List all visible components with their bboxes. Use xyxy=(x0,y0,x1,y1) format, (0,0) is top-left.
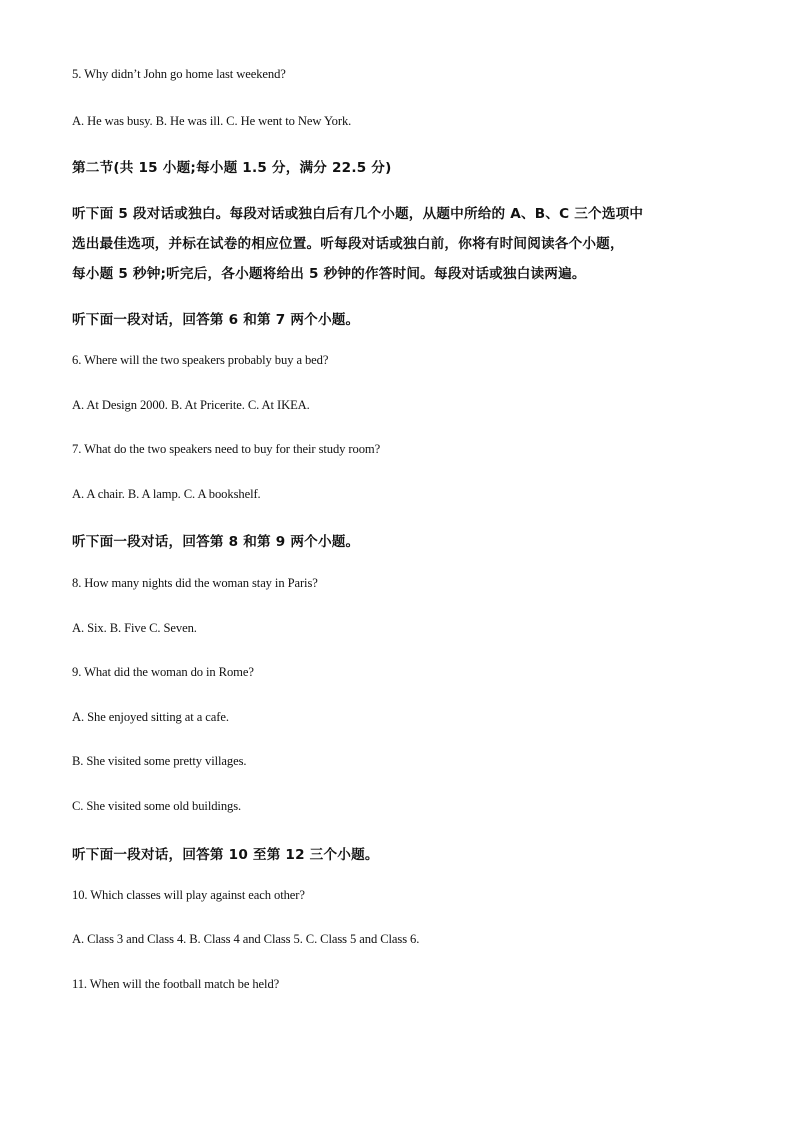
dialogue-2-heading: 听下面一段对话，回答第 8 和第 9 两个小题。 xyxy=(72,534,360,550)
question-11: 11. When will the football match be held? xyxy=(72,977,280,991)
question-6: 6. Where will the two speakers probably buy a bed? xyxy=(72,353,329,367)
question-7-options: A. A chair. B. A lamp. C. A bookshelf. xyxy=(72,487,261,501)
question-9-option-b: B. She visited some pretty villages. xyxy=(72,754,247,768)
question-9: 9. What did the woman do in Rome? xyxy=(72,665,254,679)
section-2-title: 第二节(共 15 小题;每小题 1.5 分，满分 22.5 分) xyxy=(72,160,392,176)
question-10: 10. Which classes will play against each other? xyxy=(72,888,305,902)
question-5: 5. Why didn’t John go home last weekend? xyxy=(72,67,286,81)
dialogue-3-heading: 听下面一段对话，回答第 10 至第 12 三个小题。 xyxy=(72,847,379,863)
section-2-instructions-line-1: 听下面 5 段对话或独白。每段对话或独白后有几个小题，从题中所给的 A、B、C 三个选项中 xyxy=(72,206,644,222)
question-7: 7. What do the two speakers need to buy for their study room? xyxy=(72,442,381,456)
section-2-instructions-line-2: 选出最佳选项，并标在试卷的相应位置。听每段对话或独白前，你将有时间阅读各个小题， xyxy=(72,236,624,252)
question-5-options: A. He was busy. B. He was ill. C. He went to New York. xyxy=(72,114,352,128)
question-10-options: A. Class 3 and Class 4. B. Class 4 and Class 5. C. Class 5 and Class 6. xyxy=(72,932,420,946)
question-8-options: A. Six. B. Five C. Seven. xyxy=(72,621,197,635)
question-9-option-c: C. She visited some old buildings. xyxy=(72,799,242,813)
question-6-options: A. At Design 2000. B. At Pricerite. C. At IKEA. xyxy=(72,398,310,412)
question-9-option-a: A. She enjoyed sitting at a cafe. xyxy=(72,710,229,724)
question-8: 8. How many nights did the woman stay in Paris? xyxy=(72,576,318,590)
dialogue-1-heading: 听下面一段对话，回答第 6 和第 7 两个小题。 xyxy=(72,312,360,328)
section-2-instructions-line-3: 每小题 5 秒钟;听完后，各小题将给出 5 秒钟的作答时间。每段对话或独白读两遍。 xyxy=(72,266,586,282)
